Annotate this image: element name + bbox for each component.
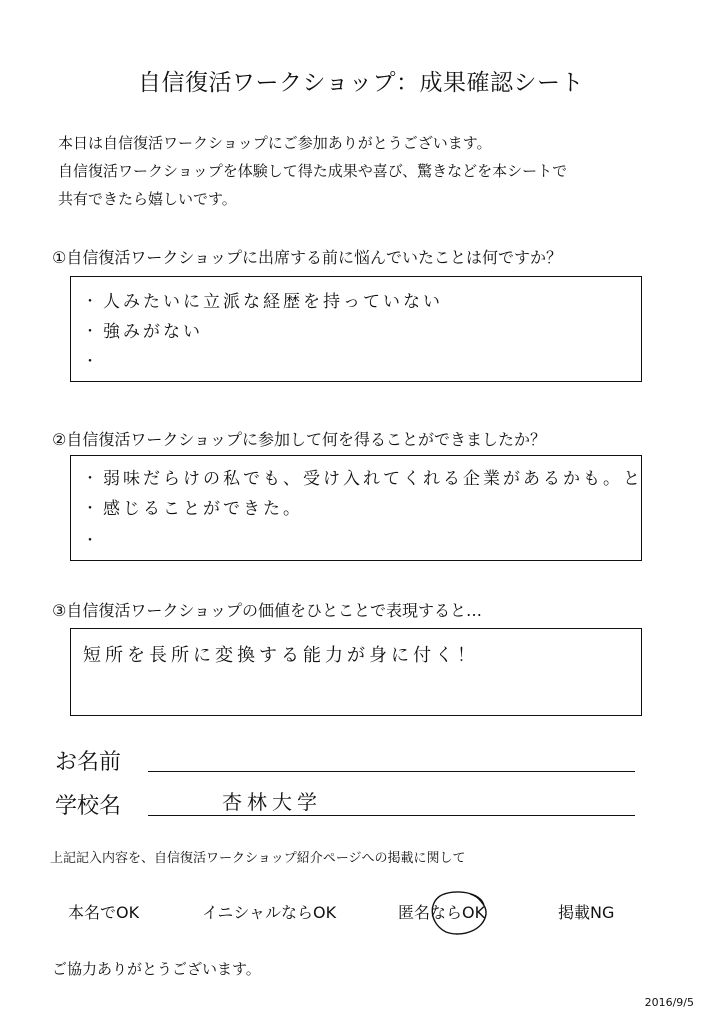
question-1: ①自信復活ワークショップに出席する前に悩んでいたことは何ですか？ xyxy=(52,248,563,267)
option-no-publish: 掲載NG xyxy=(558,903,615,922)
answer-box-3 xyxy=(70,628,642,716)
answer-2-2: 感じることができた。 xyxy=(103,499,303,519)
school-label: 学校名 xyxy=(55,794,122,819)
bullet: ・ xyxy=(83,294,97,310)
publish-note: 上記記入内容を、自信復活ワークショップ紹介ページへの掲載に関して xyxy=(50,851,466,866)
option-real-name: 本名でOK xyxy=(68,903,140,922)
option-anonymous: 匿名ならOK xyxy=(398,903,486,922)
question-3: ③自信復活ワークショップの価値をひとことで表現すると… xyxy=(52,601,483,620)
school-underline xyxy=(148,815,635,816)
bullet: ・ xyxy=(83,471,97,487)
option-initials: イニシャルならOK xyxy=(202,903,337,922)
selection-circle xyxy=(426,884,496,940)
bullet: ・ xyxy=(83,354,97,370)
intro-line-3: 共有できたら嬉しいです。 xyxy=(58,190,237,208)
intro-line-2: 自信復活ワークショップを体験して得た成果や喜び、驚きなどを本シートで xyxy=(58,162,568,180)
answer-box-2 xyxy=(70,455,642,561)
name-underline xyxy=(148,771,635,772)
page-title: 自信復活ワークショップ：成果確認シート xyxy=(137,70,585,96)
answer-2-1: 弱味だらけの私でも、受け入れてくれる企業があるかも。と xyxy=(103,469,643,489)
bullet: ・ xyxy=(83,501,97,517)
name-label: お名前 xyxy=(55,750,122,775)
bullet: ・ xyxy=(83,324,97,340)
date: 2016/9/5 xyxy=(644,996,694,1009)
answer-box-1 xyxy=(70,276,642,382)
answer-1-2: 強みがない xyxy=(103,322,203,342)
question-2: ②自信復活ワークショップに参加して何を得ることができましたか？ xyxy=(52,430,547,449)
school-value: 杏林大学 xyxy=(222,790,322,814)
thanks-text: ご協力ありがとうございます。 xyxy=(52,960,261,978)
bullet: ・ xyxy=(83,533,97,549)
intro-line-1: 本日は自信復活ワークショップにご参加ありがとうございます。 xyxy=(58,134,492,152)
answer-1-1: 人みたいに立派な経歴を持っていない xyxy=(103,292,443,312)
answer-3-1: 短所を長所に変換する能力が身に付く！ xyxy=(83,645,479,666)
